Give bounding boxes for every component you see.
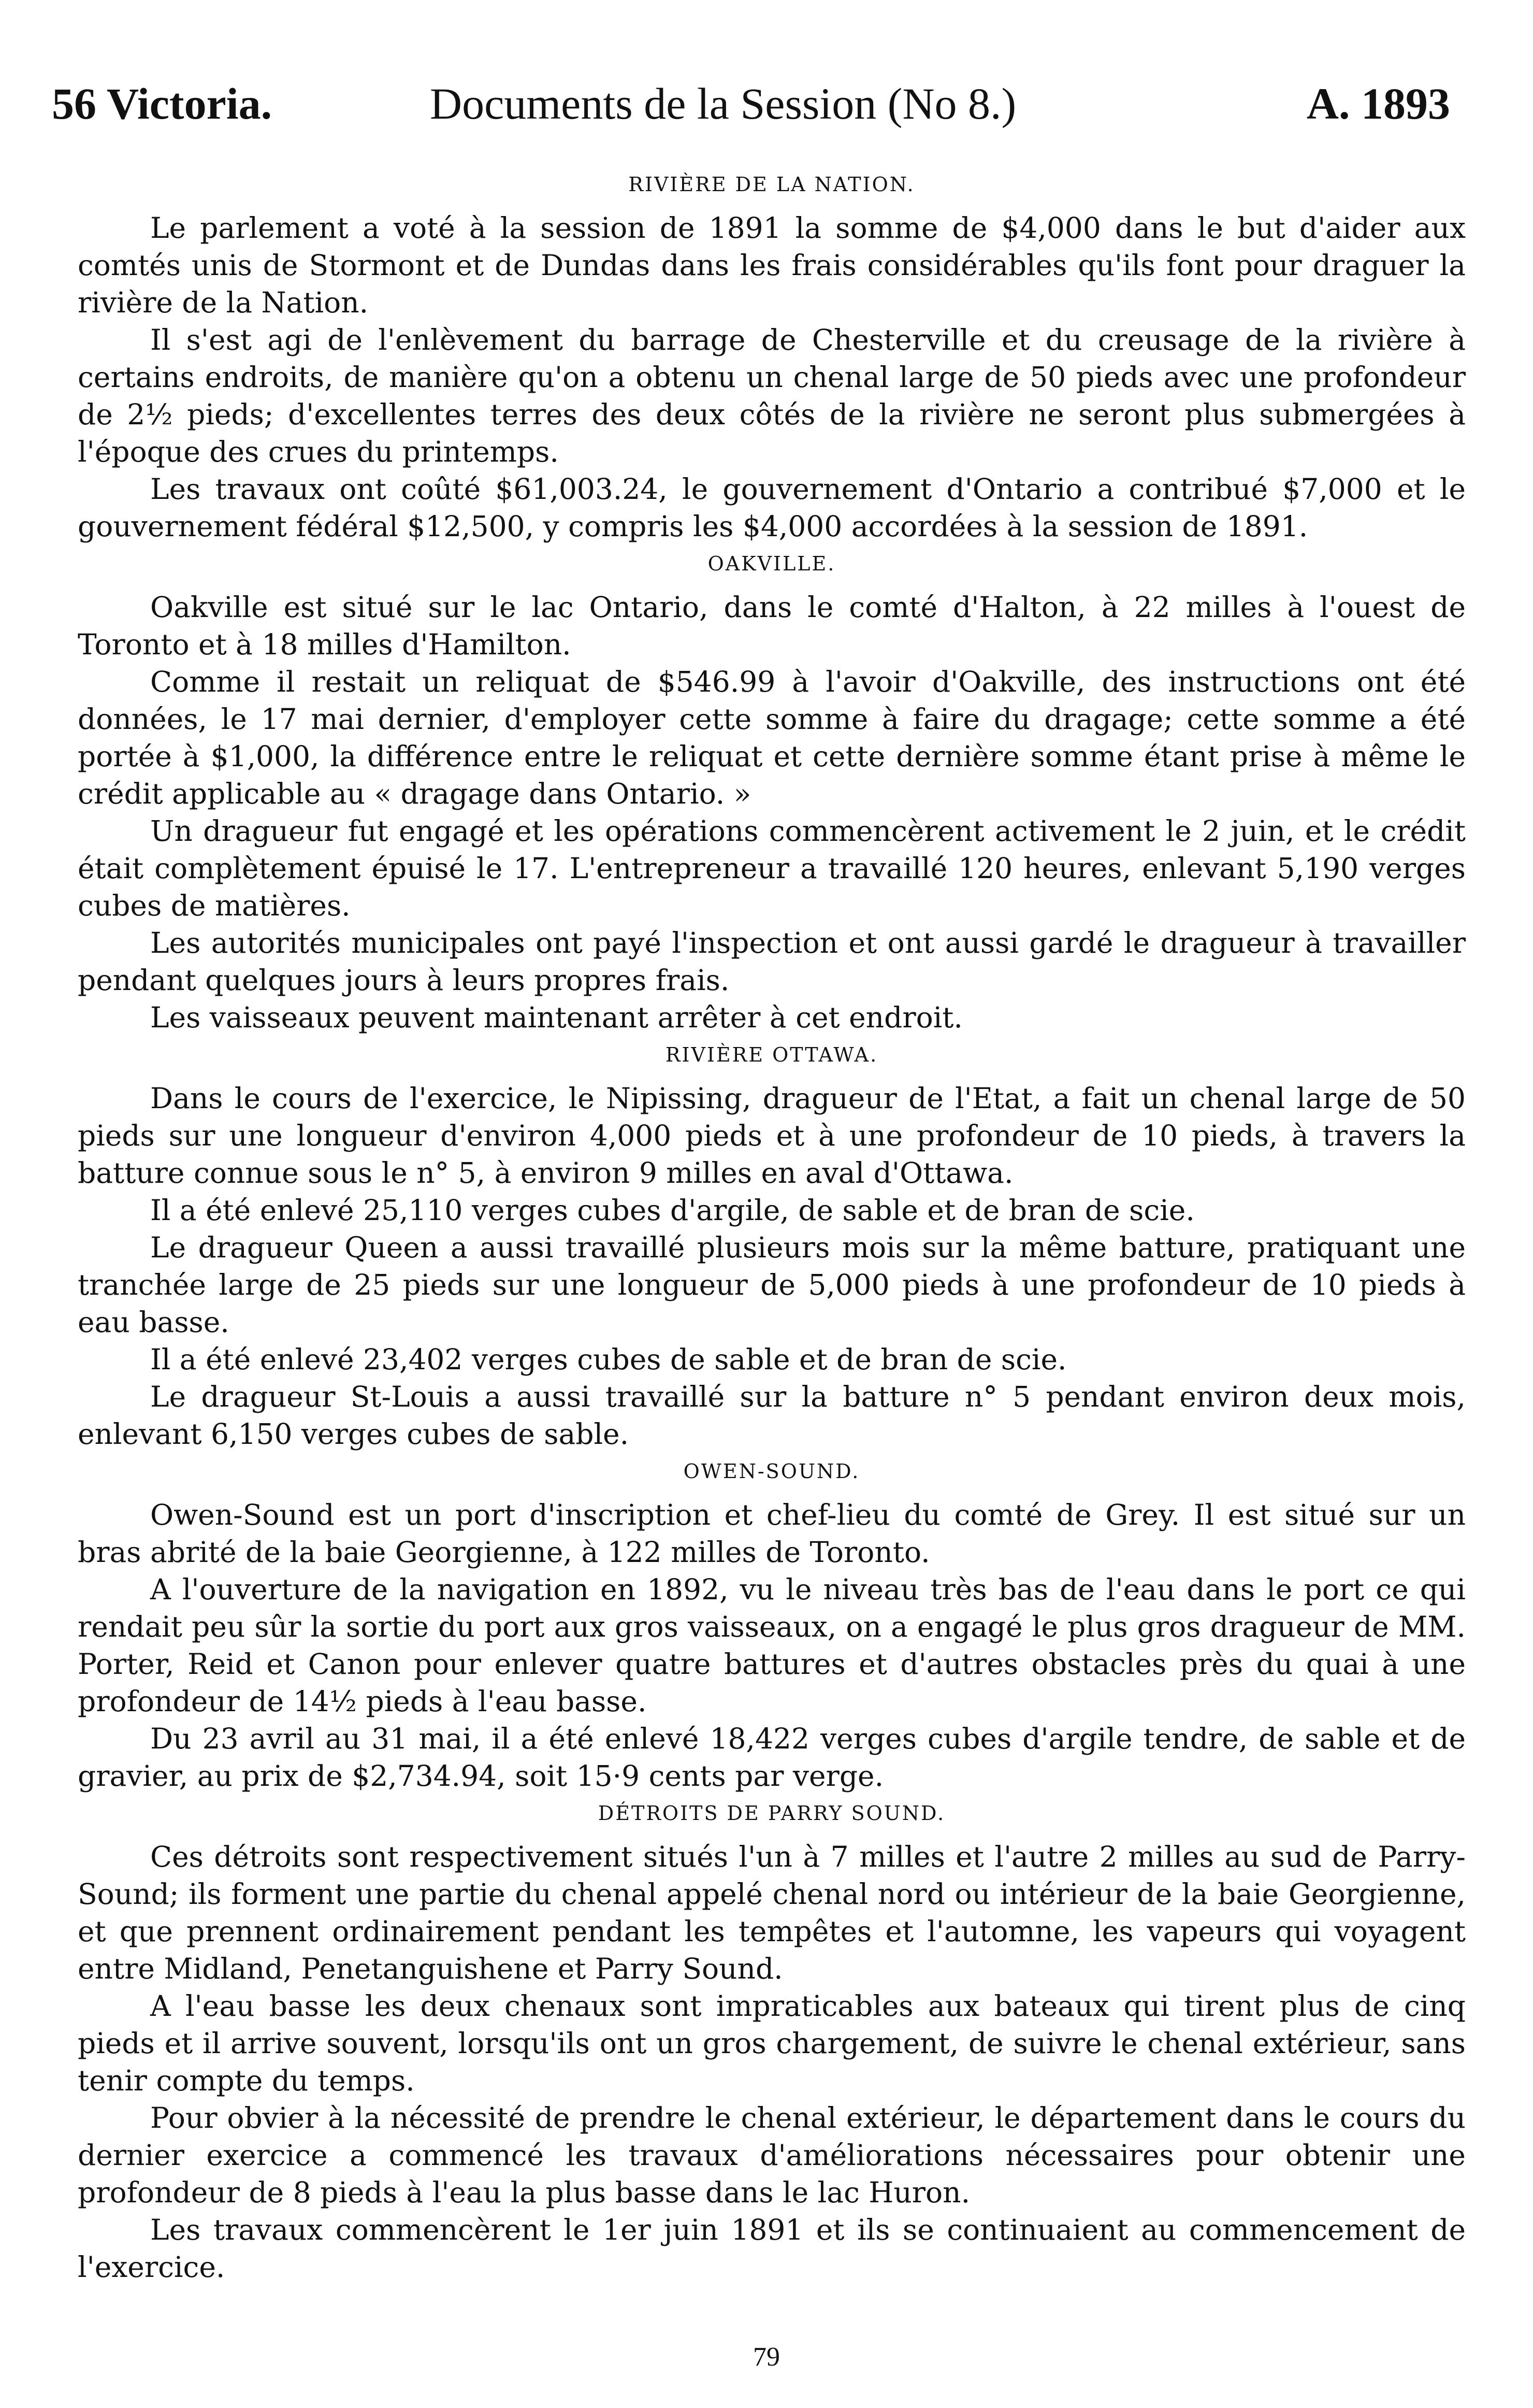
paragraph: Le dragueur Queen a aussi travaillé plusieurs mois sur la même batture, pratiquant une tranchée large de 25 pieds sur une longueur de 5,000 pieds à une profondeur de 10 pieds à eau basse. (78, 1231, 1466, 1339)
paragraph: Ces détroits sont respectivement situés l'un à 7 milles et l'autre 2 milles au sud de Parry-Sound; ils forment une partie du chenal appelé chenal nord ou intérieur de la baie Georgienne, et que prennent ordinairement pendant les tempêtes et l'automne, les vapeurs qui voyagent entre Midland, Penetanguishene et Parry Sound. (78, 1840, 1466, 1985)
document-body (78, 166, 1466, 2286)
paragraph: Les travaux ont coûté $61,003.24, le gouvernement d'Ontario a contribué $7,000 et le gouvernement fédéral $12,500, y compris les $4,000 accordées à la session de 1891. (78, 472, 1466, 543)
header-volume: 56 Victoria. (52, 79, 272, 128)
paragraph: Les vaisseaux peuvent maintenant arrêter à cet endroit. (150, 1001, 963, 1034)
section-heading: RIVIÈRE OTTAWA. (665, 1043, 878, 1066)
paragraph: Un dragueur fut engagé et les opérations commencèrent activement le 2 juin, et le crédit était complètement épuisé le 17. L'entrepreneur a travaillé 120 heures, enlevant 5,190 verges cubes de matières. (78, 814, 1466, 922)
page-header (52, 78, 1450, 140)
paragraph: Comme il restait un reliquat de $546.99 à l'avoir d'Oakville, des instructions ont été données, le 17 mai dernier, d'employer cette somme à faire du dragage; cette somme a été portée à $1,000, la différence entre le reliquat et cette dernière somme étant prise à même le crédit applicable au « dragage dans Ontario. » (78, 665, 1466, 810)
section-heading: OAKVILLE. (707, 552, 836, 575)
page-number: 79 (753, 2342, 780, 2372)
header-year: A. 1893 (1306, 79, 1450, 128)
section-heading: OWEN-SOUND. (683, 1460, 860, 1483)
section-detroits-parry-sound (78, 1798, 1466, 2286)
paragraph: Dans le cours de l'exercice, le Nipissing, dragueur de l'Etat, a fait un chenal large de 50 pieds sur une longueur d'environ 4,000 pieds et à une profondeur de 10 pieds, à travers la batture connue sous le n° 5, à environ 9 milles en aval d'Ottawa. (78, 1082, 1466, 1189)
section-heading: RIVIÈRE DE LA NATION. (628, 173, 915, 196)
paragraph: Pour obvier à la nécessité de prendre le chenal extérieur, le département dans le cours du dernier exercice a commencé les travaux d'améliorations nécessaires pour obtenir une profondeur de 8 pieds à l'eau la plus basse dans le lac Huron. (78, 2101, 1466, 2209)
paragraph: Il s'est agi de l'enlèvement du barrage de Chesterville et du creusage de la rivière à certains endroits, de manière qu'on a obtenu un chenal large de 50 pieds avec une profondeur de 2½ pieds; d'excellentes terres des deux côtés de la rivière ne seront plus submergées à l'époque des crues du printemps. (78, 323, 1466, 468)
paragraph: A l'eau basse les deux chenaux sont impraticables aux bateaux qui tirent plus de cinq pieds et il arrive souvent, lorsqu'ils ont un gros chargement, de suivre le chenal extérieur, sans tenir compte du temps. (78, 1989, 1466, 2097)
paragraph: Oakville est situé sur le lac Ontario, dans le comté d'Halton, à 22 milles à l'ouest de Toronto et à 18 milles d'Hamilton. (78, 591, 1466, 661)
section-heading: DÉTROITS DE PARRY SOUND. (598, 1802, 946, 1825)
header-title: Documents de la Session (No 8.) (430, 79, 1017, 128)
paragraph: Le parlement a voté à la session de 1891 la somme de $4,000 dans le but d'aider aux comtés unis de Stormont et de Dundas dans les frais considérables qu'ils font pour draguer la rivière de la Nation. (78, 211, 1466, 319)
section-riviere-ottawa (78, 1039, 1466, 1453)
paragraph: Les travaux commencèrent le 1er juin 1891 et ils se continuaient au commencement de l'exercice. (78, 2213, 1466, 2284)
paragraph: Les autorités municipales ont payé l'inspection et ont aussi gardé le dragueur à travailler pendant quelques jours à leurs propres frais. (78, 926, 1466, 997)
paragraph: Owen-Sound est un port d'inscription et chef-lieu du comté de Grey. Il est situé sur un bras abrité de la baie Georgienne, à 122 milles de Toronto. (78, 1498, 1466, 1569)
section-owen-sound (78, 1456, 1466, 1795)
paragraph: Il a été enlevé 25,110 verges cubes d'argile, de sable et de bran de scie. (150, 1194, 1195, 1227)
paragraph: Du 23 avril au 31 mai, il a été enlevé 18,422 verges cubes d'argile tendre, de sable et de gravier, au prix de $2,734.94, soit 15·9 cents par verge. (78, 1722, 1466, 1793)
section-oakville (78, 548, 1466, 1036)
paragraph: A l'ouverture de la navigation en 1892, vu le niveau très bas de l'eau dans le port ce qui rendait peu sûr la sortie du port aux gros vaisseaux, on a engagé le plus gros dragueur de MM. Porter, Reid et Canon pour enlever quatre battures et d'autres obstacles près du quai à une profondeur de 14½ pieds à l'eau basse. (78, 1573, 1466, 1718)
paragraph: Le dragueur St-Louis a aussi travaillé sur la batture n° 5 pendant environ deux mois, enlevant 6,150 verges cubes de sable. (78, 1380, 1466, 1451)
section-riviere-nation (78, 169, 1466, 545)
paragraph: Il a été enlevé 23,402 verges cubes de sable et de bran de scie. (150, 1343, 1067, 1376)
